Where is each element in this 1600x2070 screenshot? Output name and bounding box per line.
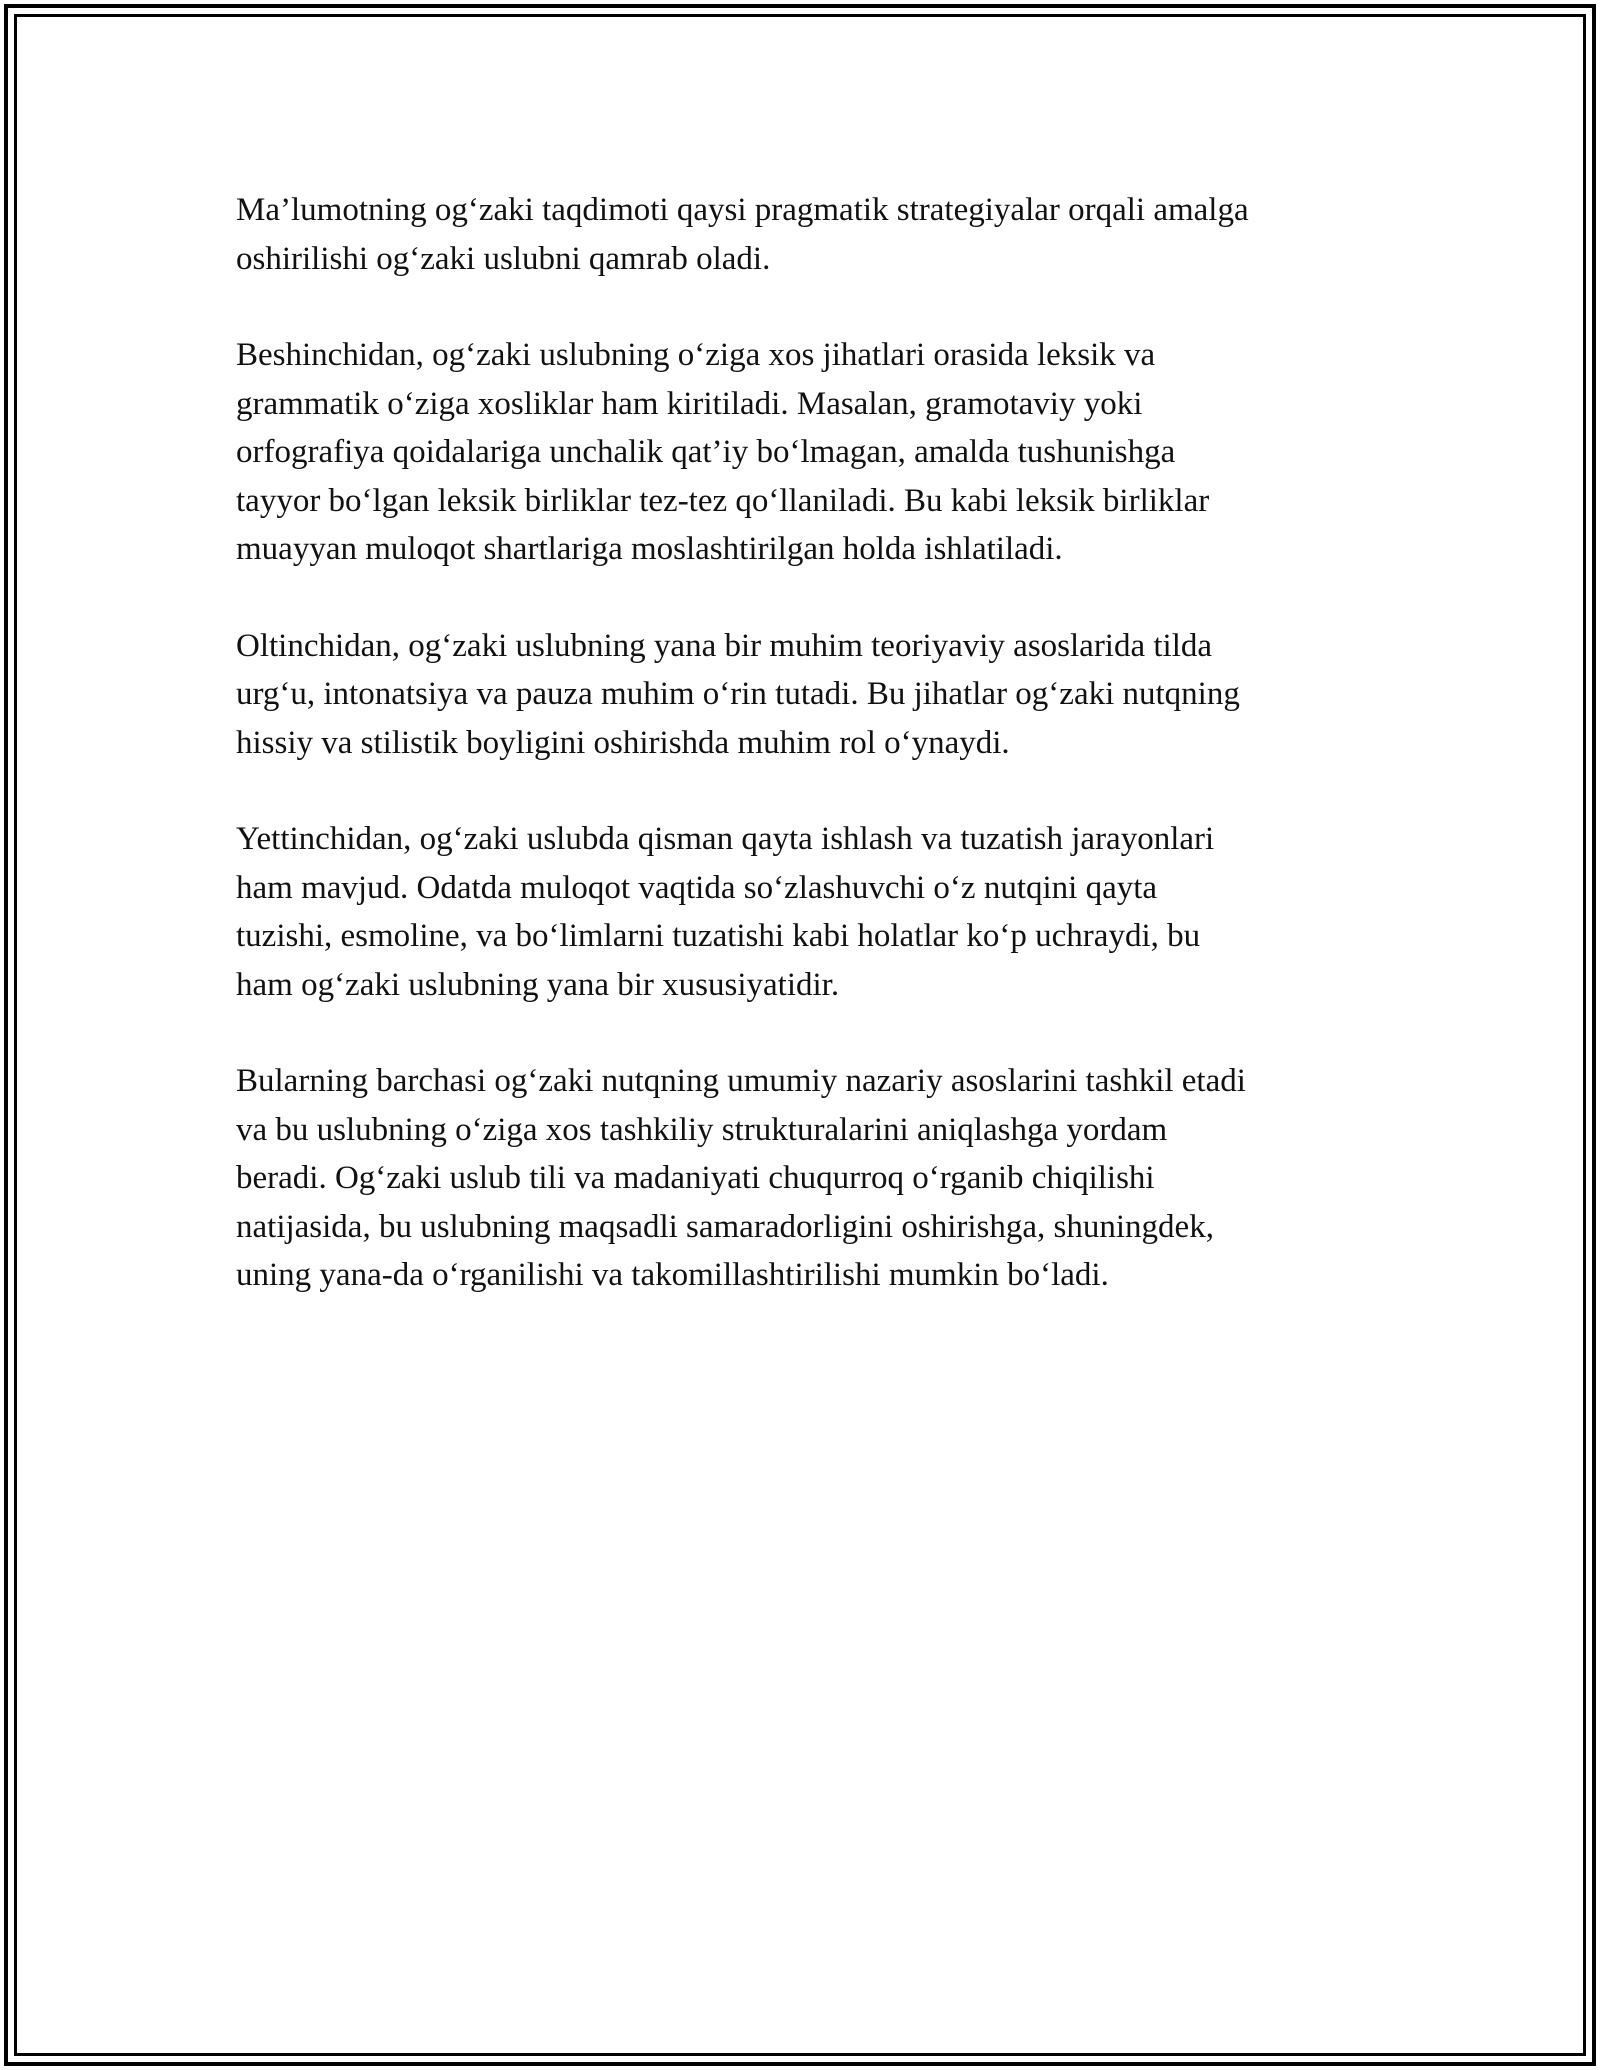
paragraph-line: muayyan muloqot shartlariga moslashtirilgan holda ishlatiladi. (236, 531, 1063, 567)
paragraph-line: grammatik o‘ziga xosliklar ham kiritiladi. Masalan, gramotaviy yoki (236, 385, 1143, 422)
paragraph-line: beradi. Og‘zaki uslub tili va madaniyati chuqurroq o‘rganib chiqilishi (236, 1160, 1155, 1196)
paragraph-line: hissiy va stilistik boyligini oshirishda muhim rol o‘ynaydi. (236, 724, 1010, 761)
document-body (236, 186, 1386, 1348)
paragraph-2 (236, 331, 1386, 574)
paragraph-3 (236, 622, 1386, 768)
paragraph-line: Yettinchidan, og‘zaki uslubda qisman qayta ishlash va tuzatish jarayonlari (236, 821, 1215, 857)
paragraph-line: va bu uslubning o‘ziga xos tashkiliy strukturalarini aniqlashga yordam (236, 1111, 1168, 1148)
paragraph-line: Oltinchidan, og‘zaki uslubning yana bir muhim teoriyaviy asoslarida tilda (236, 627, 1213, 664)
paragraph-5 (236, 1057, 1386, 1300)
paragraph-line: orfografiya qoidalariga unchalik qat’iy bo‘lmagan, amalda tushunishga (236, 434, 1176, 470)
paragraph-line: oshirilishi og‘zaki uslubni qamrab oladi. (236, 240, 771, 277)
paragraph-line: tuzishi, esmoline, va bo‘limlarni tuzatishi kabi holatlar ko‘p uchraydi, bu (236, 918, 1201, 954)
paragraph-line: urg‘u, intonatsiya va pauza muhim o‘rin tutadi. Bu jihatlar og‘zaki nutqning (236, 676, 1240, 712)
paragraph-line: ham og‘zaki uslubning yana bir xususiyatidir. (236, 966, 840, 1003)
paragraph-1 (236, 186, 1386, 283)
paragraph-line: Ma’lumotning og‘zaki taqdimoti qaysi pragmatik strategiyalar orqali amalga (236, 192, 1249, 228)
paragraph-line: Beshinchidan, og‘zaki uslubning o‘ziga xos jihatlari orasida leksik va (236, 337, 1156, 373)
paragraph-4 (236, 815, 1386, 1009)
paragraph-line: uning yana-da o‘rganilishi va takomillashtirilishi mumkin bo‘ladi. (236, 1257, 1109, 1293)
paragraph-line: ham mavjud. Odatda muloqot vaqtida so‘zlashuvchi o‘z nutqini qayta (236, 869, 1158, 906)
paragraph-line: Bularning barchasi og‘zaki nutqning umumiy nazariy asoslarini tashkil etadi (236, 1063, 1246, 1099)
paragraph-line: natijasida, bu uslubning maqsadli samaradorligini oshirishga, shuningdek, (236, 1208, 1214, 1245)
paragraph-line: tayyor bo‘lgan leksik birliklar tez-tez qo‘llaniladi. Bu kabi leksik birliklar (236, 482, 1210, 519)
